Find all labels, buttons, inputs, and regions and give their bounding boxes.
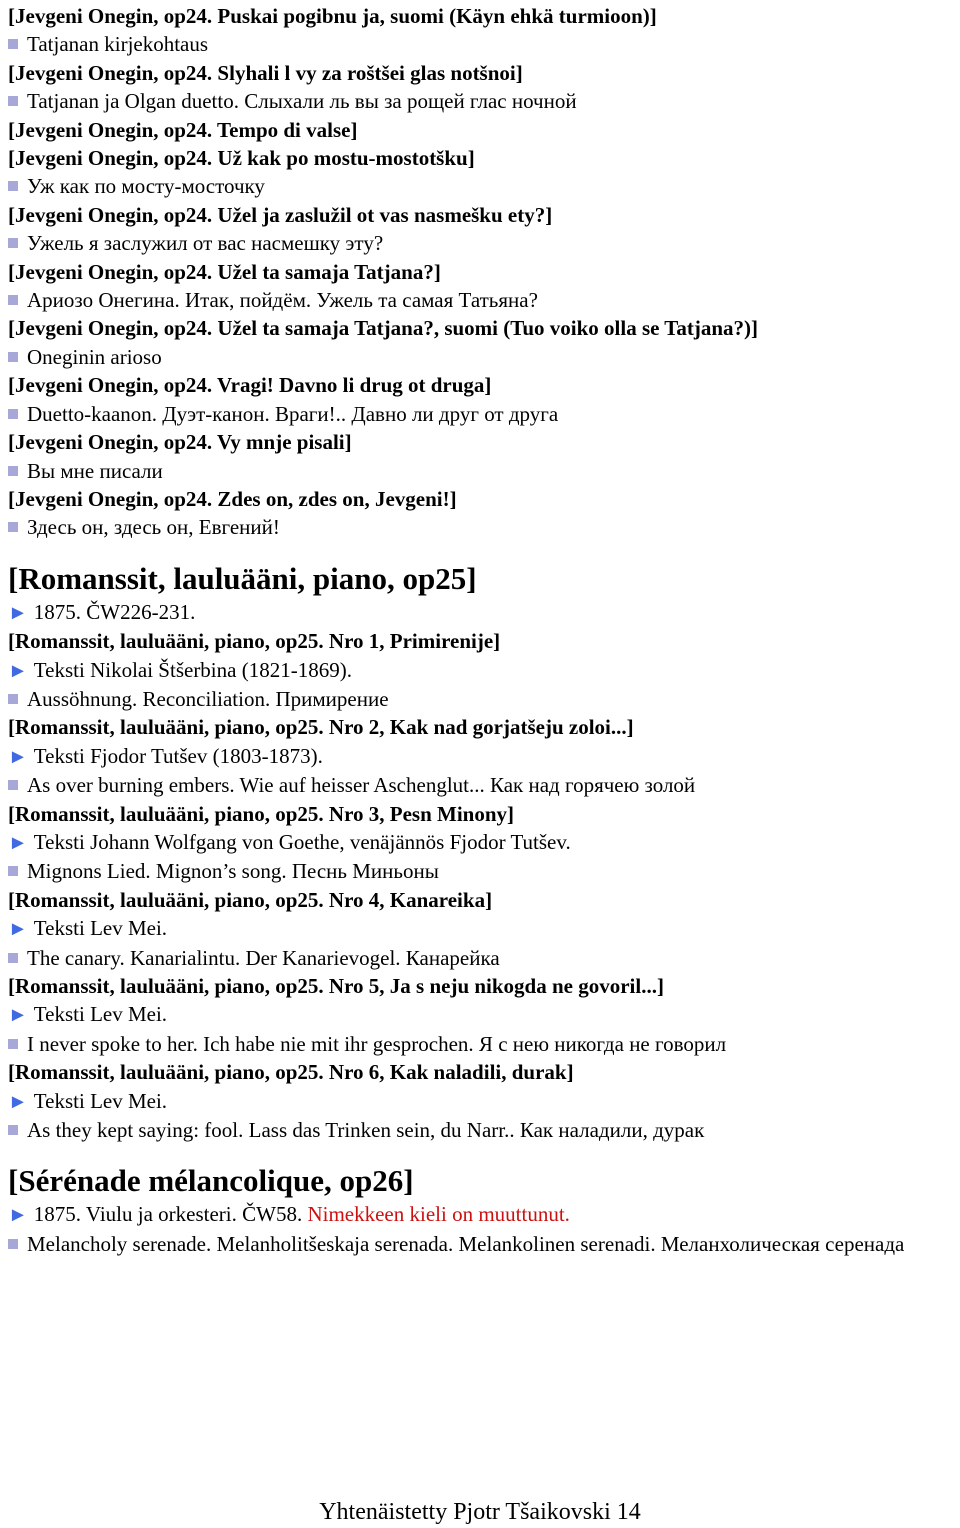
- entry-heading: [8, 627, 960, 655]
- entry-item: [8, 87, 960, 115]
- entry-text: [Jevgeni Onegin, op24. Užel ja zaslužil ot vas nasmešku ety?]: [8, 202, 553, 227]
- entry-text: Teksti Nikolai Štšerbina (1821-1869).: [33, 657, 352, 682]
- entry-item: [8, 343, 960, 371]
- entry-item: [8, 685, 960, 713]
- entry-text: Вы мне писали: [27, 458, 163, 483]
- entry-note: [8, 1087, 960, 1116]
- entry-item: [8, 1116, 960, 1144]
- serenade-item-text: Melancholy serenade. Melanholitšeskaja serenada. Melankolinen serenadi. Меланхолическая серенада: [27, 1231, 905, 1256]
- romances-list: [8, 598, 960, 1145]
- entry-text: [Romanssit, lauluääni, piano, op25. Nro 1, Primirenije]: [8, 629, 501, 654]
- square-bullet-icon: [8, 181, 18, 191]
- entry-text: Tatjanan ja Olgan duetto. Слыхали ль вы за рощей глас ночной: [27, 89, 577, 114]
- entry-item: [8, 286, 960, 314]
- serenade-note-red: Nimekkeen kieli on muuttunut.: [307, 1202, 570, 1227]
- entry-text: [Jevgeni Onegin, op24. Užel ta samaja Tatjana?, suomi (Tuo voiko olla se Tatjana?)]: [8, 316, 759, 341]
- entry-item: [8, 944, 960, 972]
- opera-numbers-list: [8, 2, 960, 542]
- entry-note: [8, 656, 960, 685]
- entry-text: [Jevgeni Onegin, op24. Zdes on, zdes on, Jevgeni!]: [8, 486, 457, 511]
- square-bullet-icon: [8, 522, 18, 532]
- entry-heading: [8, 800, 960, 828]
- entry-text: [Romanssit, lauluääni, piano, op25. Nro 5, Ja s neju nikogda ne govoril...]: [8, 974, 664, 998]
- entry-heading: [8, 485, 960, 513]
- entry-text: Teksti Lev Mei.: [33, 1002, 168, 1027]
- entry-item: [8, 1030, 960, 1058]
- entry-text: Teksti Lev Mei.: [33, 1088, 168, 1113]
- entry-text: Уж как по мосту-мосточку: [27, 174, 265, 199]
- right-arrow-icon: ►: [8, 601, 28, 624]
- page-footer: Yhtenäistetty Pjotr Tšaikovski 14: [319, 1499, 641, 1525]
- entry-text: [Romanssit, lauluääni, piano, op25. Nro 6, Kak naladili, durak]: [8, 1060, 574, 1085]
- entry-heading: [8, 59, 960, 87]
- entry-text: [Jevgeni Onegin, op24. Vragi! Davno li drug ot druga]: [8, 373, 492, 398]
- section-title-romances: [Romanssit, lauluääni, piano, op25]: [8, 560, 477, 596]
- entry-text: [Romanssit, lauluääni, piano, op25. Nro 2, Kak nad gorjatšeju zoloi...]: [8, 715, 634, 740]
- entry-text: Ариозо Онегина. Итак, пойдём. Ужель та самая Татьяна?: [27, 288, 538, 313]
- square-bullet-icon: [8, 866, 18, 876]
- document-body: [8, 2, 960, 1258]
- entry-text: I never spoke to her. Ich habe nie mit ihr gesprochen. Я с нею никогда не говорил: [27, 1031, 727, 1056]
- entry-heading: [8, 713, 960, 741]
- square-bullet-icon: [8, 466, 18, 476]
- entry-text: Mignons Lied. Mignon’s song. Песнь Миньоны: [27, 859, 439, 884]
- entry-text: As they kept saying: fool. Lass das Trinken sein, du Narr.. Как наладили, дурак: [27, 1118, 705, 1143]
- square-bullet-icon: [8, 1125, 18, 1135]
- entry-item: [8, 172, 960, 200]
- entry-heading: [8, 314, 960, 342]
- square-bullet-icon: [8, 1239, 18, 1249]
- entry-text: [Romanssit, lauluääni, piano, op25. Nro 3, Pesn Minony]: [8, 801, 515, 826]
- entry-heading: [8, 201, 960, 229]
- square-bullet-icon: [8, 39, 18, 49]
- entry-note: [8, 914, 960, 943]
- square-bullet-icon: [8, 780, 18, 790]
- entry-text: [Romanssit, lauluääni, piano, op25. Nro 4, Kanareika]: [8, 887, 493, 912]
- square-bullet-icon: [8, 694, 18, 704]
- right-arrow-icon: ►: [8, 918, 28, 941]
- square-bullet-icon: [8, 238, 18, 248]
- entry-heading: [8, 1058, 960, 1086]
- entry-note: [8, 828, 960, 857]
- right-arrow-icon: ►: [8, 1004, 28, 1027]
- entry-item: [8, 30, 960, 58]
- right-arrow-icon: ►: [8, 659, 28, 682]
- entry-heading: [8, 2, 960, 30]
- entry-text: Здесь он, здесь он, Евгений!: [27, 515, 280, 540]
- entry-item: [8, 857, 960, 885]
- entry-note: [8, 598, 960, 627]
- entry-heading: [8, 886, 960, 914]
- entry-text: Teksti Lev Mei.: [33, 916, 168, 941]
- square-bullet-icon: [8, 409, 18, 419]
- square-bullet-icon: [8, 953, 18, 963]
- square-bullet-icon: [8, 96, 18, 106]
- right-arrow-icon: ►: [8, 1090, 28, 1113]
- entry-text: [Jevgeni Onegin, op24. Užel ta samaja Tatjana?]: [8, 259, 441, 284]
- entry-text: Duetto-kaanon. Дуэт-канон. Враги!.. Давно ли друг от друга: [27, 401, 559, 426]
- square-bullet-icon: [8, 295, 18, 305]
- section-title-serenade: [Sérénade mélancolique, op26]: [8, 1163, 414, 1199]
- right-arrow-icon: ►: [8, 745, 28, 768]
- entry-heading: [8, 144, 960, 172]
- entry-item: [8, 229, 960, 257]
- entry-text: The canary. Kanarialintu. Der Kanarievogel. Канарейка: [27, 945, 500, 970]
- entry-text: [Jevgeni Onegin, op24. Už kak po mostu-mostotšku]: [8, 146, 475, 171]
- entry-text: [Jevgeni Onegin, op24. Slyhali l vy za roštšei glas notšnoi]: [8, 60, 523, 85]
- entry-text: Ужель я заслужил от вас насмешку эту?: [27, 231, 384, 256]
- entry-item: [8, 400, 960, 428]
- entry-text: [Jevgeni Onegin, op24. Tempo di valse]: [8, 117, 358, 142]
- entry-heading: [8, 258, 960, 286]
- serenade-note-text: 1875. Viulu ja orkesteri. ČW58.: [33, 1202, 303, 1227]
- entry-item: [8, 771, 960, 799]
- entry-text: Teksti Fjodor Tutšev (1803-1873).: [33, 743, 323, 768]
- entry-text: [Jevgeni Onegin, op24. Vy mnje pisali]: [8, 430, 352, 455]
- entry-heading: [8, 428, 960, 456]
- square-bullet-icon: [8, 1039, 18, 1049]
- entry-item: [8, 513, 960, 541]
- entry-note: [8, 742, 960, 771]
- entry-heading: [8, 972, 960, 1000]
- entry-text: [Jevgeni Onegin, op24. Puskai pogibnu ja, suomi (Käyn ehkä turmioon)]: [8, 4, 657, 28]
- square-bullet-icon: [8, 352, 18, 362]
- entry-text: Oneginin arioso: [27, 344, 162, 369]
- right-arrow-icon: ►: [8, 1204, 28, 1227]
- entry-text: As over burning embers. Wie auf heisser Aschenglut... Как над горячею золой: [27, 773, 696, 798]
- entry-heading: [8, 116, 960, 144]
- serenade-note-line: [8, 1200, 960, 1229]
- entry-text: Aussöhnung. Reconciliation. Примирение: [27, 686, 389, 711]
- entry-text: Teksti Johann Wolfgang von Goethe, venäjännös Fjodor Tutšev.: [33, 829, 571, 854]
- entry-text: Tatjanan kirjekohtaus: [27, 32, 209, 57]
- entry-item: [8, 457, 960, 485]
- serenade-item-line: [8, 1230, 960, 1258]
- right-arrow-icon: ►: [8, 831, 28, 854]
- entry-note: [8, 1000, 960, 1029]
- entry-heading: [8, 371, 960, 399]
- entry-text: 1875. ČW226-231.: [33, 599, 196, 624]
